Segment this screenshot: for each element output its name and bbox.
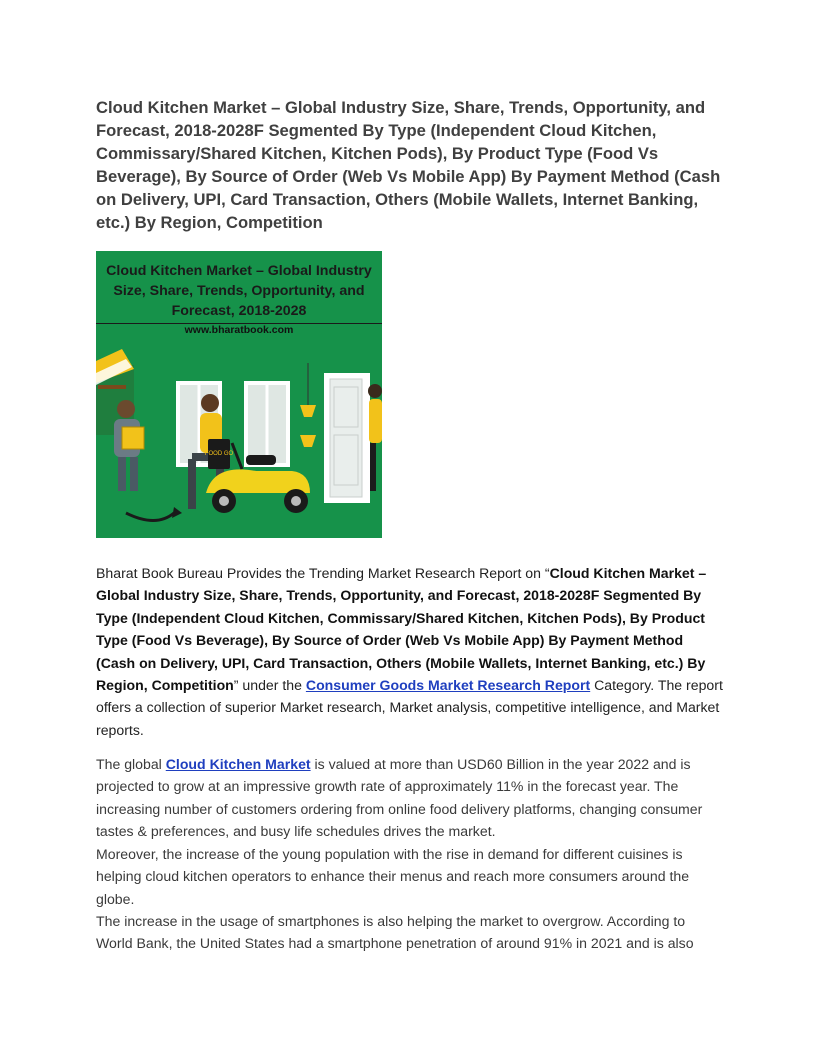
arrow-icon (126, 513, 174, 521)
market-size-paragraph (96, 753, 724, 843)
cover-heading: Cloud Kitchen Market – Global Industry Size, Share, Trends, Opportunity, and Forecast, 2018-2028 (106, 263, 372, 319)
smartphones-paragraph: The increase in the usage of smartphones is also helping the market to overgrow. According to World Bank, the United States had a smartphone penetration of around 91% in 2021 and is also (96, 913, 694, 952)
cover-url: www.bharatbook.com (184, 324, 294, 336)
report-title: Cloud Kitchen Market – Global Industry Size, Share, Trends, Opportunity, and Forecast, 2018-2028F Segmented By Type (Independent Cloud Kitchen, Commissary/Shared Kitchen, Kitchen Pods), By Product Type (Food Vs Beverage), By Source of Order (Web Vs Mobile App) By Payment Method (Cash on Delivery, UPI, Card Transaction, Others (Mobile Wallets, Internet Banking, etc.) By Region, Competition (96, 98, 721, 232)
cloud-kitchen-illustration (96, 343, 382, 538)
intro-mid: ” under the (233, 677, 306, 694)
consumer-goods-category-link[interactable]: Consumer Goods Market Research Report (305, 677, 591, 694)
delivery-person-icon (114, 400, 144, 491)
young-population-paragraph: Moreover, the increase of the young population with the rise in demand for different cuisines is helping cloud kitchen operators to enhance their menus and reach more consumers around the globe. (96, 846, 690, 907)
intro-lead: Bharat Book Bureau Provides the Trending Market Research Report on “ (96, 565, 550, 581)
customer-icon (368, 384, 382, 491)
food-go-label: FOOD GO (204, 451, 234, 457)
report-cover-image (96, 251, 382, 538)
plant-icon (300, 363, 316, 447)
cloud-kitchen-market-link[interactable]: Cloud Kitchen Market (165, 756, 311, 772)
food-box-icon (205, 439, 234, 469)
market-lead: The global (96, 756, 166, 772)
intro-paragraph (96, 562, 724, 741)
intro-bold-title: Cloud Kitchen Market – Global Industry Size, Share, Trends, Opportunity, and Forecast, 2018-2028F Segmented By Type (Independent Cloud Kitchen, Commissary/Shared Kitchen, Kitchen Pods), By Product Type (Food Vs Beverage), By Source of Order (Web Vs Mobile App) By Payment Method (Cash on Delivery, UPI, Card Transaction, Others (Mobile Wallets, Internet Banking, etc.) By Region, Competition (96, 565, 707, 694)
door-icon (324, 373, 370, 503)
market-tail: is valued at more than USD60 Billion in the year 2022 and is projected to grow at an impressive growth rate of approximately 11% in the forecast year. The increasing number of customers ordering from online food delivery platforms, changing consumer tastes & preferences, and busy life schedules drives the market. (96, 756, 703, 840)
intro-tail: Category. The report offers a collection of superior Market research, Market analysis, competitive intelligence, and Market reports. (96, 677, 723, 738)
